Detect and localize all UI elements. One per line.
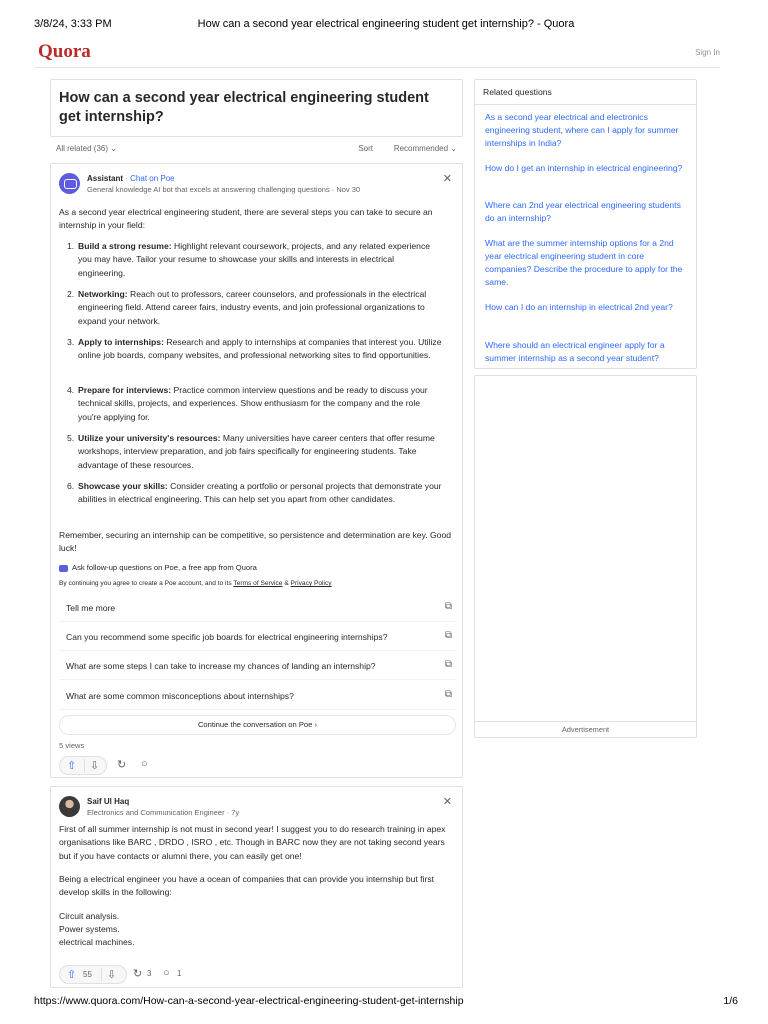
continue-label: Continue the conversation on Poe — [197, 720, 313, 729]
suggestion-misconceptions[interactable] — [59, 684, 456, 710]
related-question-link[interactable]: Where should an electrical engineer apply for a summer internship as a second year student? — [485, 340, 665, 363]
question-title: How can a second year electrical engineering student get internship? — [59, 90, 429, 125]
terms-of-service-link[interactable]: Terms of Service — [233, 580, 283, 587]
separator: · — [125, 174, 128, 183]
all-related-label: All related (36) — [56, 144, 109, 153]
poe-terms — [59, 580, 332, 587]
author-credential: Electronics and Communication Engineer · 7y — [87, 808, 240, 817]
divider — [475, 104, 696, 105]
vote-divider — [84, 759, 85, 772]
print-page-number: 1/6 — [723, 995, 738, 1007]
chat-on-poe-link[interactable]: Chat on Poe — [130, 174, 175, 183]
list-item — [59, 384, 443, 424]
list-number: 2. — [67, 289, 75, 299]
answer-outro: Remember, securing an internship can be competitive, so persistence and determination are key. Good luck! — [59, 530, 452, 554]
view-count: 5 views — [59, 741, 85, 750]
list-item-text: Highlight relevant coursework, projects, and any related experience you may have. Tailor your resume to showcase your skills and interests in electrical engineering. — [78, 241, 431, 278]
suggestion-tell-more[interactable] — [59, 596, 456, 622]
sort-value: Recommended — [393, 144, 449, 153]
list-item — [59, 288, 443, 328]
author-name[interactable]: Assistant — [87, 174, 124, 183]
answer-paragraph: Being a electrical engineer you have a ocean of companies that can provide you internship but first develop skills in the following: — [59, 874, 435, 898]
list-number: 5. — [67, 433, 75, 443]
vote-divider — [101, 968, 102, 981]
sort-bar — [50, 140, 463, 158]
sign-in-link[interactable]: Sign In — [695, 48, 720, 57]
suggestion-text: What are some common misconceptions about internships? — [66, 691, 294, 701]
list-item — [59, 336, 443, 363]
site-header — [34, 40, 720, 68]
answer-intro: As a second year electrical engineering student, there are several steps you can take to secure an internship in your field: — [59, 207, 433, 231]
sort-dropdown[interactable] — [394, 144, 457, 153]
list-item-text: Reach out to professors, career counselors, and professionals in the electrical engineering field. Attend career fairs, industry events, and join professional organizations to expand your network. — [78, 289, 427, 326]
list-item-heading: Prepare for interviews: — [78, 385, 172, 395]
list-item — [59, 480, 443, 507]
print-datetime: 3/8/24, 3:33 PM — [34, 18, 112, 30]
divider — [475, 721, 696, 722]
chevron-right-icon: › — [314, 720, 318, 729]
upvote-icon[interactable]: ⇧ — [67, 969, 77, 981]
answer-author — [87, 797, 129, 806]
list-item-heading: Build a strong resume: — [78, 241, 172, 251]
answer-author — [87, 174, 175, 183]
list-number: 1. — [67, 241, 75, 251]
list-item-heading: Showcase your skills: — [78, 481, 168, 491]
list-item-text: Practice common interview questions and be ready to discuss your technical skills, projects, and experiences. Show enthusiasm for the company and the role you're applying for. — [78, 385, 428, 422]
suggestion-text: Can you recommend some specific job boards for electrical engineering internships? — [66, 632, 388, 642]
related-questions-title: Related questions — [483, 87, 552, 97]
advertisement-label: Advertisement — [561, 725, 610, 734]
reshare-icon[interactable]: ↻ — [133, 968, 143, 980]
close-icon[interactable]: ✕ — [442, 173, 452, 185]
list-item — [59, 240, 443, 280]
sort-label: Sort — [358, 144, 373, 153]
related-question-link[interactable]: What are the summer internship options for a 2nd year electrical engineering student in core companies? Describe the procedure to apply for the same. — [485, 238, 683, 287]
list-item-text: Consider creating a portfolio or personal projects that demonstrate your abilities in electrical engineering. This can help set you apart from other candidates. — [78, 481, 442, 505]
related-question-link[interactable]: Where can 2nd year electrical engineering students do an internship? — [485, 200, 681, 223]
avatar[interactable] — [59, 796, 80, 817]
related-question-link[interactable]: How can I do an internship in electrical 2nd year? — [485, 302, 673, 312]
privacy-policy-link[interactable]: Privacy Policy — [290, 580, 332, 587]
list-number: 6. — [67, 481, 75, 491]
related-question-link[interactable]: How do I get an internship in electrical engineering? — [485, 163, 683, 173]
comment-icon[interactable]: ○ — [141, 758, 148, 770]
comment-icon[interactable]: ○ — [163, 967, 170, 979]
downvote-icon[interactable]: ⇩ — [90, 760, 100, 772]
suggestion-increase-chances[interactable] — [59, 654, 456, 680]
list-item-text: Research and apply to internships at companies that interest you. Utilize online job boards, company websites, and professional networking sites to find opportunities. — [78, 337, 442, 361]
vote-group — [59, 965, 127, 984]
suggestion-job-boards[interactable] — [59, 625, 456, 651]
answer-actions — [59, 965, 209, 984]
poe-avatar[interactable] — [59, 173, 80, 194]
print-url: https://www.quora.com/How-can-a-second-year-electrical-engineering-student-get-internship — [34, 995, 464, 1007]
answer-card-saif — [50, 786, 463, 988]
list-number: 3. — [67, 337, 75, 347]
external-link-icon: ⧉ — [444, 601, 452, 612]
author-name[interactable]: Saif Ul Haq — [87, 797, 130, 806]
continue-on-poe-button[interactable] — [59, 715, 456, 735]
downvote-icon[interactable]: ⇩ — [107, 969, 117, 981]
answer-paragraph: First of all summer internship is not must in second year! I suggest you to do research training in apex organisations like BARC , DRDO , ISRO , etc. Though in BARC now they are not taking second years but if you have contacts or alumni there, you can easily get one! — [59, 824, 446, 861]
author-credential: General knowledge AI bot that excels at answering challenging questions · Nov 30 — [87, 185, 361, 194]
terms-prefix: By continuing you agree to create a Poe account, and to its — [59, 580, 234, 587]
question-card — [50, 79, 463, 137]
suggestion-text: Tell me more — [66, 603, 116, 613]
skill-item: electrical machines. — [59, 937, 135, 947]
print-header — [34, 18, 738, 32]
terms-ampersand: & — [282, 580, 291, 587]
all-related-filter[interactable] — [56, 144, 117, 153]
suggestion-text: What are some steps I can take to increase my chances of landing an internship? — [66, 661, 376, 671]
vote-group — [59, 756, 107, 775]
external-link-icon: ⧉ — [444, 659, 452, 670]
advertisement-box — [474, 375, 697, 738]
related-questions-panel — [474, 79, 697, 369]
list-item-heading: Apply to internships: — [78, 337, 164, 347]
followup-text: Ask follow-up questions on Poe, a free app from Quora — [72, 563, 257, 572]
upvote-count: 55 — [83, 970, 92, 979]
upvote-icon[interactable]: ⇧ — [67, 760, 77, 772]
external-link-icon: ⧉ — [444, 630, 452, 641]
quora-logo[interactable]: Quora — [38, 41, 91, 62]
poe-icon — [59, 565, 68, 572]
list-item-heading: Utilize your university's resources: — [78, 433, 221, 443]
skill-item: Circuit analysis. — [59, 911, 120, 921]
chevron-down-icon: ⌄ — [110, 144, 117, 153]
reshare-icon[interactable]: ↻ — [117, 759, 127, 771]
print-footer — [34, 995, 738, 1009]
reshare-count: 3 — [147, 969, 152, 978]
related-question-link[interactable]: As a second year electrical and electronics engineering student, where can I apply for summer internships in India? — [485, 112, 679, 148]
chevron-down-icon: ⌄ — [450, 144, 457, 153]
list-item-heading: Networking: — [78, 289, 128, 299]
print-page-title: How can a second year electrical engineering student get internship? - Quora — [197, 18, 575, 30]
list-number: 4. — [67, 385, 75, 395]
external-link-icon: ⧉ — [444, 689, 452, 700]
skill-item: Power systems. — [59, 924, 120, 934]
poe-followup — [59, 563, 257, 572]
list-item — [59, 432, 443, 472]
answer-card-assistant — [50, 163, 463, 778]
answer-actions — [59, 756, 179, 775]
list-item-text: Many universities have career centers that offer resume workshops, interview preparation, and job fairs specifically for engineering students. Take advantage of these resources. — [78, 433, 435, 470]
close-icon[interactable]: ✕ — [442, 796, 452, 808]
comment-count: 1 — [177, 969, 182, 978]
